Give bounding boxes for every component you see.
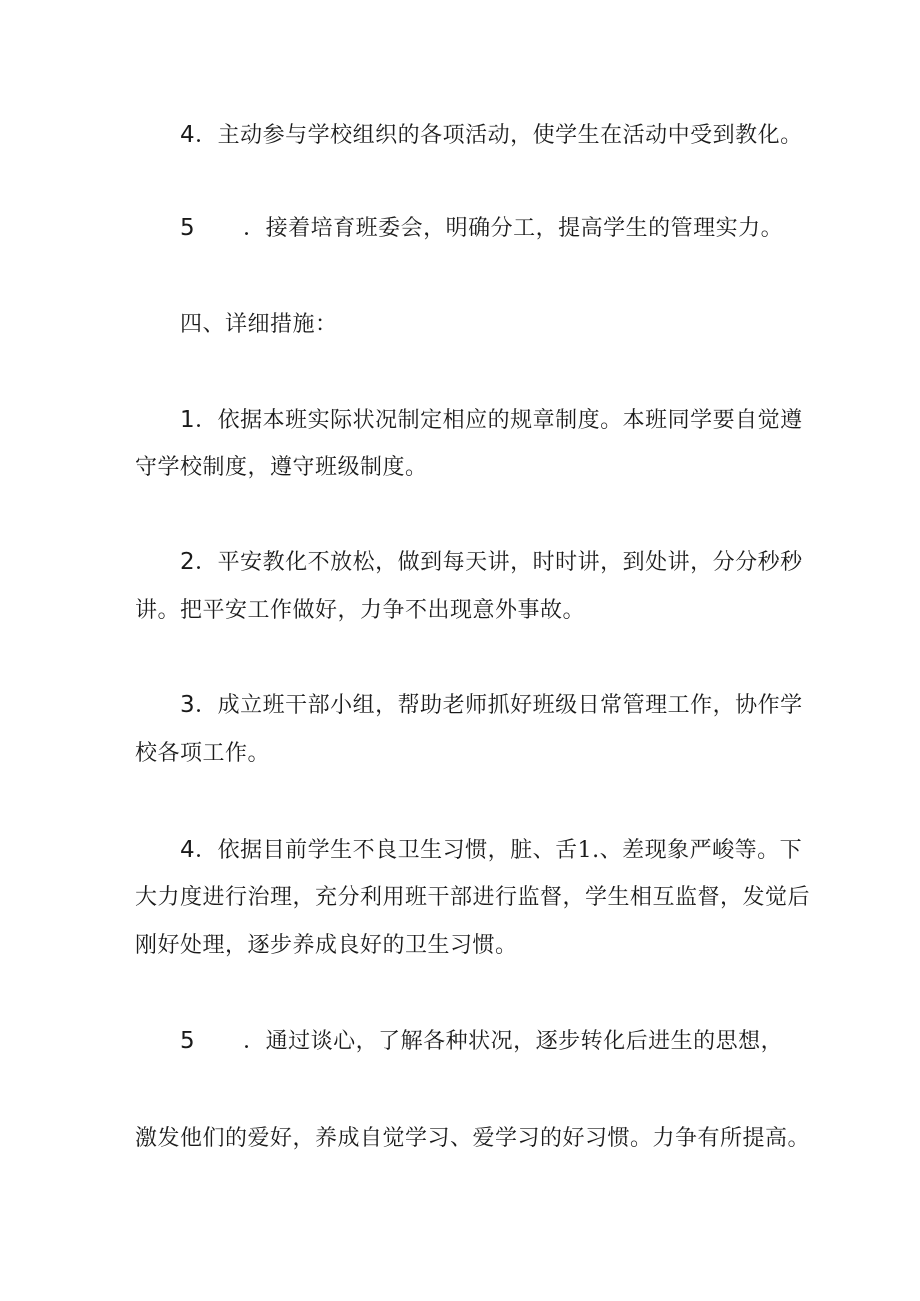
item-number: 4 xyxy=(180,122,196,148)
paragraph-measure-5-cont: 激发他们的爱好，养成自觉学习、爱学习的好习惯。力争有所提高。 xyxy=(135,1126,811,1151)
paragraph-measure-1-cont: 守学校制度，遵守班级制度。 xyxy=(135,455,428,480)
item-number: 5 xyxy=(180,215,196,241)
paragraph-measure-2 xyxy=(180,547,803,578)
item-number: 3 xyxy=(180,692,196,718)
paragraph-text: ．依据本班实际状况制定相应的规章制度。本班同学要自觉遵 xyxy=(195,408,803,433)
paragraph-text: ．主动参与学校组织的各项活动，使学生在活动中受到教化。 xyxy=(195,123,803,148)
paragraph-measure-5 xyxy=(180,1026,783,1057)
paragraph-measure-4-cont: 大力度进行治理，充分利用班干部进行监督，学生相互监督，发觉后 xyxy=(135,885,811,910)
paragraph-text: ．通过谈心，了解各种状况，逐步转化后进生的思想， xyxy=(243,1029,784,1054)
item-number: 5 xyxy=(180,1028,196,1054)
paragraph-goal-5 xyxy=(180,213,783,244)
item-number: 1 xyxy=(180,407,196,433)
item-number: 2 xyxy=(180,549,196,575)
paragraph-measure-4-cont2: 刚好处理，逐步养成良好的卫生习惯。 xyxy=(135,933,518,958)
paragraph-text: ．成立班干部小组，帮助老师抓好班级日常管理工作，协作学 xyxy=(195,693,803,718)
paragraph-measure-4 xyxy=(180,835,802,866)
paragraph-measure-2-cont: 讲。把平安工作做好，力争不出现意外事故。 xyxy=(135,598,586,623)
item-number: 4 xyxy=(180,837,196,863)
paragraph-text: ．平安教化不放松，做到每天讲，时时讲，到处讲，分分秒秒 xyxy=(195,550,803,575)
paragraph-measure-3 xyxy=(180,690,803,721)
paragraph-text: ．接着培育班委会，明确分工，提高学生的管理实力。 xyxy=(243,216,784,241)
paragraph-measure-3-cont: 校各项工作。 xyxy=(135,741,271,766)
paragraph-goal-4 xyxy=(180,120,803,151)
paragraph-text: ．依据目前学生不良卫生习惯，脏、舌1.、差现象严峻等。下 xyxy=(195,838,803,863)
section-heading: 四、详细措施： xyxy=(180,312,338,337)
paragraph-measure-1 xyxy=(180,405,803,436)
